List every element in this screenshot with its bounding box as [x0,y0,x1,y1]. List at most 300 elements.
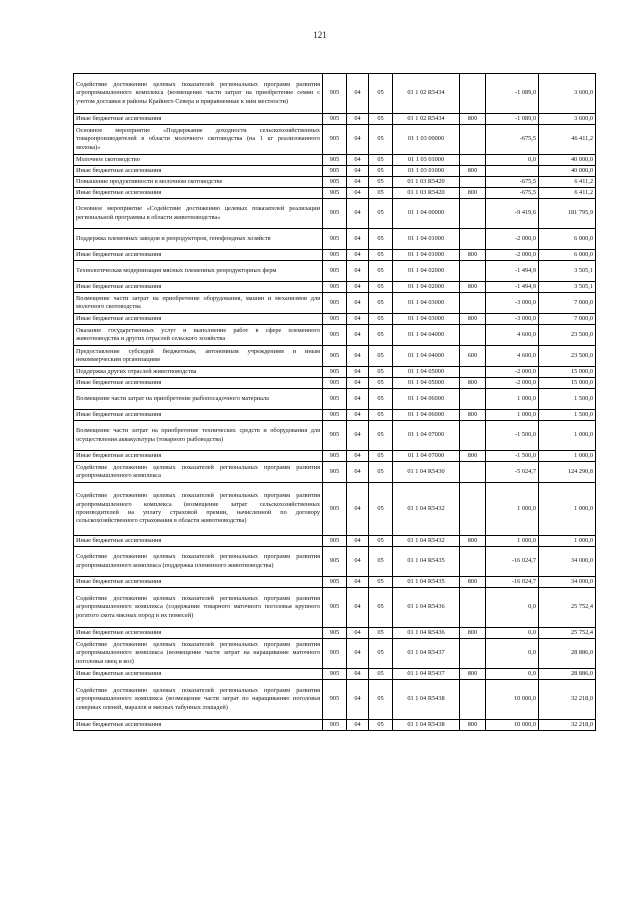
ministry-code: 905 [323,462,347,483]
target-article: 01 1 03 00000 [393,125,460,155]
amount-total: 6 000,0 [539,229,596,250]
row-name: Иные бюджетные ассигнования [74,188,323,199]
amount-total: 1 000,0 [539,451,596,462]
target-article: 01 1 04 07000 [393,421,460,451]
row-name: Иные бюджетные ассигнования [74,410,323,421]
page-number: 121 [313,30,327,40]
subsection-code: 05 [369,282,393,293]
subsection-code: 05 [369,177,393,188]
section-code: 04 [347,628,369,639]
expense-type: 800 [460,577,486,588]
amount-total: 1 000,0 [539,536,596,547]
target-article: 01 1 04 01000 [393,229,460,250]
ministry-code: 905 [323,293,347,314]
section-code: 04 [347,462,369,483]
target-article: 01 1 04 R5430 [393,462,460,483]
amount-total: 40 000,0 [539,155,596,166]
row-name: Основное мероприятие «Содействие достижению целевых показателей реализации региональной программы в области животноводства» [74,199,323,229]
amount-change [486,166,539,177]
target-article: 01 1 04 06000 [393,410,460,421]
amount-change: 10 000,0 [486,680,539,720]
section-code: 04 [347,669,369,680]
ministry-code: 905 [323,177,347,188]
section-code: 04 [347,421,369,451]
row-name: Содействие достижению целевых показателей региональных программ развития агропромышленного комплекса [74,462,323,483]
row-name: Содействие достижению целевых показателей региональных программ развития агропромышленного комплекса (поддержка племенного животноводства) [74,547,323,577]
section-code: 04 [347,367,369,378]
ministry-code: 905 [323,628,347,639]
amount-total: 181 795,9 [539,199,596,229]
ministry-code: 905 [323,314,347,325]
target-article: 01 1 04 04000 [393,346,460,367]
amount-total: 40 000,0 [539,166,596,177]
amount-change: -1 089,0 [486,114,539,125]
amount-total: 1 500,0 [539,389,596,410]
subsection-code: 05 [369,155,393,166]
table-row [74,639,596,669]
row-name: Иные бюджетные ассигнования [74,250,323,261]
expense-type [460,229,486,250]
subsection-code: 05 [369,125,393,155]
table-row [74,588,596,628]
amount-change: -9 419,6 [486,199,539,229]
amount-change: -2 000,0 [486,229,539,250]
subsection-code: 05 [369,483,393,536]
subsection-code: 05 [369,74,393,114]
target-article: 01 1 04 R5437 [393,669,460,680]
row-name: Технологическая модернизация мясных племенных репродукторных ферм [74,261,323,282]
table-row [74,261,596,282]
amount-change: 0,0 [486,628,539,639]
amount-total: 15 000,0 [539,378,596,389]
subsection-code: 05 [369,314,393,325]
ministry-code: 905 [323,155,347,166]
row-name: Оказание государственных услуг и выполнение работ в сфере племенного животноводства и других отраслей сельского хозяйства [74,325,323,346]
amount-change: -2 000,0 [486,250,539,261]
amount-change: 1 000,0 [486,536,539,547]
expense-type [460,325,486,346]
amount-total: 32 218,0 [539,720,596,731]
expense-type: 800 [460,451,486,462]
section-code: 04 [347,639,369,669]
row-name: Возмещение части затрат на приобретение технических средств и оборудования для осуществления аквакультуры (товарного рыбоводства) [74,421,323,451]
section-code: 04 [347,282,369,293]
ministry-code: 905 [323,547,347,577]
row-name: Иные бюджетные ассигнования [74,536,323,547]
expense-type [460,547,486,577]
section-code: 04 [347,155,369,166]
target-article: 01 1 03 R5420 [393,177,460,188]
amount-total: 34 000,0 [539,547,596,577]
target-article: 01 1 04 07000 [393,451,460,462]
ministry-code: 905 [323,451,347,462]
row-name: Молочное скотоводство [74,155,323,166]
section-code: 04 [347,125,369,155]
target-article: 01 1 03 R5420 [393,188,460,199]
ministry-code: 905 [323,720,347,731]
target-article: 01 1 02 R5434 [393,114,460,125]
target-article: 01 1 04 02000 [393,261,460,282]
section-code: 04 [347,483,369,536]
amount-total: 3 600,0 [539,114,596,125]
amount-total: 3 600,0 [539,74,596,114]
subsection-code: 05 [369,229,393,250]
subsection-code: 05 [369,628,393,639]
section-code: 04 [347,293,369,314]
section-code: 04 [347,680,369,720]
row-name: Иные бюджетные ассигнования [74,720,323,731]
expense-type: 800 [460,720,486,731]
section-code: 04 [347,261,369,282]
expense-type: 800 [460,188,486,199]
expense-type: 800 [460,536,486,547]
amount-total: 46 411,2 [539,125,596,155]
expense-type [460,74,486,114]
ministry-code: 905 [323,410,347,421]
amount-change: -3 000,0 [486,293,539,314]
target-article: 01 1 04 R5432 [393,483,460,536]
expense-type [460,199,486,229]
section-code: 04 [347,229,369,250]
amount-total: 7 000,0 [539,293,596,314]
section-code: 04 [347,177,369,188]
table-row [74,177,596,188]
subsection-code: 05 [369,720,393,731]
ministry-code: 905 [323,536,347,547]
row-name: Основное мероприятие «Поддержание доходности сельскохозяйственных товаропроизводителей в области молочного скотоводства (на 1 кг реализованного молока)» [74,125,323,155]
expense-type: 800 [460,378,486,389]
table-body [74,74,596,731]
ministry-code: 905 [323,346,347,367]
subsection-code: 05 [369,114,393,125]
target-article: 01 1 04 03000 [393,293,460,314]
table-row [74,547,596,577]
row-name: Иные бюджетные ассигнования [74,166,323,177]
section-code: 04 [347,188,369,199]
table-row [74,314,596,325]
section-code: 04 [347,314,369,325]
subsection-code: 05 [369,462,393,483]
expense-type: 600 [460,346,486,367]
target-article: 01 1 03 01000 [393,166,460,177]
table-row [74,199,596,229]
table-row [74,229,596,250]
subsection-code: 05 [369,451,393,462]
table-row [74,462,596,483]
table-row [74,577,596,588]
amount-change: -675,5 [486,188,539,199]
amount-change: 1 000,0 [486,410,539,421]
amount-total: 34 000,0 [539,577,596,588]
row-name: Иные бюджетные ассигнования [74,314,323,325]
target-article: 01 1 04 R5437 [393,639,460,669]
subsection-code: 05 [369,639,393,669]
table-row [74,155,596,166]
ministry-code: 905 [323,166,347,177]
section-code: 04 [347,536,369,547]
table-row [74,74,596,114]
target-article: 01 1 04 00000 [393,199,460,229]
section-code: 04 [347,389,369,410]
table-row [74,282,596,293]
row-name: Иные бюджетные ассигнования [74,114,323,125]
section-code: 04 [347,199,369,229]
row-name: Иные бюджетные ассигнования [74,628,323,639]
ministry-code: 905 [323,588,347,628]
target-article: 01 1 04 R5435 [393,547,460,577]
amount-total: 1 000,0 [539,421,596,451]
row-name: Повышение продуктивности в молочном скотоводстве [74,177,323,188]
subsection-code: 05 [369,547,393,577]
row-name: Поддержка других отраслей животноводства [74,367,323,378]
target-article: 01 1 04 R5432 [393,536,460,547]
row-name: Содействие достижению целевых показателей региональных программ развития агропромышленного комплекса (возмещение части затрат по наращиванию поголовья северных оленей, маралов и мясных табунных лошадей) [74,680,323,720]
amount-total: 1 000,0 [539,483,596,536]
subsection-code: 05 [369,325,393,346]
section-code: 04 [347,577,369,588]
row-name: Предоставление субсидий бюджетным, автономным учреждениям и иным некоммерческим организациям [74,346,323,367]
row-name: Содействие достижению целевых показателей региональных программ развития агропромышленного комплекса (возмещение части затрат на приобретение семян с учетом доставки в районы Крайнего Севера и приравненные к ним местности) [74,74,323,114]
target-article: 01 1 04 R5438 [393,680,460,720]
ministry-code: 905 [323,199,347,229]
table-row [74,483,596,536]
section-code: 04 [347,547,369,577]
ministry-code: 905 [323,378,347,389]
target-article: 01 1 03 01000 [393,155,460,166]
amount-change: -1 500,0 [486,421,539,451]
target-article: 01 1 04 04000 [393,325,460,346]
amount-total: 32 218,0 [539,680,596,720]
amount-change: 1 000,0 [486,389,539,410]
target-article: 01 1 04 R5436 [393,588,460,628]
expense-type [460,125,486,155]
ministry-code: 905 [323,282,347,293]
section-code: 04 [347,74,369,114]
row-name: Содействие достижению целевых показателей региональных программ развития агропромышленного комплекса (возмещение части затрат на наращивание маточного поголовья овец и коз) [74,639,323,669]
row-name: Возмещение части затрат на приобретение рыбопосадочного материала [74,389,323,410]
amount-total: 25 752,4 [539,628,596,639]
expense-type [460,367,486,378]
expense-type: 800 [460,314,486,325]
target-article: 01 1 02 R5434 [393,74,460,114]
table-row [74,188,596,199]
table-row [74,389,596,410]
expense-type [460,293,486,314]
amount-total: 6 411,2 [539,188,596,199]
amount-change: 0,0 [486,639,539,669]
table-row [74,293,596,314]
amount-total: 6 411,2 [539,177,596,188]
expense-type [460,639,486,669]
table-row [74,166,596,177]
row-name: Содействие достижению целевых показателей региональных программ развития агропромышленного комплекса (содержание товарного маточного поголовья крупного рогатого скота мясных пород и их помесей) [74,588,323,628]
section-code: 04 [347,166,369,177]
amount-change: -5 024,7 [486,462,539,483]
expense-type [460,389,486,410]
ministry-code: 905 [323,421,347,451]
amount-total: 3 505,1 [539,282,596,293]
expense-type: 800 [460,250,486,261]
ministry-code: 905 [323,639,347,669]
amount-change: -16 024,7 [486,547,539,577]
row-name: Иные бюджетные ассигнования [74,378,323,389]
section-code: 04 [347,346,369,367]
ministry-code: 905 [323,483,347,536]
section-code: 04 [347,325,369,346]
row-name: Содействие достижению целевых показателей региональных программ развития агропромышленного комплекса (возмещение затрат сельскохозяйственных производителей на уплату страховой премии, начисленной по договору сельскохозяйственного страхования в области животноводства) [74,483,323,536]
table-row [74,628,596,639]
row-name: Иные бюджетные ассигнования [74,669,323,680]
amount-total: 6 000,0 [539,250,596,261]
table-row [74,669,596,680]
section-code: 04 [347,378,369,389]
ministry-code: 905 [323,669,347,680]
ministry-code: 905 [323,680,347,720]
table-row [74,367,596,378]
ministry-code: 905 [323,261,347,282]
amount-total: 23 500,0 [539,325,596,346]
subsection-code: 05 [369,199,393,229]
table-row [74,325,596,346]
expense-type [460,588,486,628]
row-name: Поддержка племенных заводов и репродукторов, генофондных хозяйств [74,229,323,250]
table-row [74,421,596,451]
amount-change: -3 000,0 [486,314,539,325]
ministry-code: 905 [323,325,347,346]
target-article: 01 1 04 05000 [393,367,460,378]
amount-change: 4 600,0 [486,346,539,367]
expense-type [460,462,486,483]
table-row [74,250,596,261]
amount-change: -1 494,9 [486,282,539,293]
amount-total: 28 886,0 [539,639,596,669]
amount-total: 25 752,4 [539,588,596,628]
amount-change: 10 000,0 [486,720,539,731]
subsection-code: 05 [369,293,393,314]
expense-type: 800 [460,166,486,177]
table-row [74,720,596,731]
subsection-code: 05 [369,346,393,367]
amount-change: -1 500,0 [486,451,539,462]
amount-change: -16 024,7 [486,577,539,588]
subsection-code: 05 [369,250,393,261]
table-row [74,125,596,155]
target-article: 01 1 04 06000 [393,389,460,410]
section-code: 04 [347,720,369,731]
expense-type [460,421,486,451]
table-row [74,346,596,367]
target-article: 01 1 04 R5435 [393,577,460,588]
target-article: 01 1 04 01000 [393,250,460,261]
ministry-code: 905 [323,250,347,261]
amount-change: 4 600,0 [486,325,539,346]
expense-type [460,155,486,166]
amount-change: -675,5 [486,125,539,155]
amount-change: -675,5 [486,177,539,188]
amount-change: -1 089,0 [486,74,539,114]
amount-change: -2 000,0 [486,378,539,389]
amount-total: 15 000,0 [539,367,596,378]
amount-change: 0,0 [486,669,539,680]
expense-type [460,177,486,188]
subsection-code: 05 [369,536,393,547]
table-row [74,680,596,720]
subsection-code: 05 [369,188,393,199]
amount-total: 23 500,0 [539,346,596,367]
row-name: Иные бюджетные ассигнования [74,282,323,293]
expense-type: 800 [460,282,486,293]
row-name: Иные бюджетные ассигнования [74,451,323,462]
table-row [74,378,596,389]
amount-total: 1 500,0 [539,410,596,421]
row-name: Возмещение части затрат на приобретение оборудования, машин и механизмов для молочного скотоводства [74,293,323,314]
expense-type: 800 [460,669,486,680]
subsection-code: 05 [369,261,393,282]
subsection-code: 05 [369,389,393,410]
row-name: Иные бюджетные ассигнования [74,577,323,588]
table-row [74,410,596,421]
amount-change: 0,0 [486,588,539,628]
amount-total: 124 290,8 [539,462,596,483]
table-row [74,114,596,125]
subsection-code: 05 [369,577,393,588]
amount-change: -1 494,9 [486,261,539,282]
target-article: 01 1 04 R5438 [393,720,460,731]
expense-type [460,261,486,282]
subsection-code: 05 [369,166,393,177]
budget-table [73,73,596,731]
target-article: 01 1 04 03000 [393,314,460,325]
expense-type: 800 [460,628,486,639]
ministry-code: 905 [323,114,347,125]
section-code: 04 [347,410,369,421]
amount-total: 28 886,0 [539,669,596,680]
amount-change: 0,0 [486,155,539,166]
amount-change: -2 000,0 [486,367,539,378]
amount-total: 3 505,1 [539,261,596,282]
section-code: 04 [347,588,369,628]
target-article: 01 1 04 R5436 [393,628,460,639]
target-article: 01 1 04 05000 [393,378,460,389]
subsection-code: 05 [369,378,393,389]
expense-type [460,483,486,536]
section-code: 04 [347,250,369,261]
expense-type: 800 [460,114,486,125]
ministry-code: 905 [323,74,347,114]
table-row [74,451,596,462]
table-row [74,536,596,547]
section-code: 04 [347,451,369,462]
subsection-code: 05 [369,410,393,421]
ministry-code: 905 [323,125,347,155]
section-code: 04 [347,114,369,125]
ministry-code: 905 [323,188,347,199]
subsection-code: 05 [369,669,393,680]
ministry-code: 905 [323,389,347,410]
amount-change: 1 000,0 [486,483,539,536]
expense-type [460,680,486,720]
ministry-code: 905 [323,577,347,588]
expense-type: 800 [460,410,486,421]
ministry-code: 905 [323,367,347,378]
subsection-code: 05 [369,421,393,451]
amount-total: 7 000,0 [539,314,596,325]
ministry-code: 905 [323,229,347,250]
subsection-code: 05 [369,680,393,720]
subsection-code: 05 [369,367,393,378]
target-article: 01 1 04 02000 [393,282,460,293]
subsection-code: 05 [369,588,393,628]
